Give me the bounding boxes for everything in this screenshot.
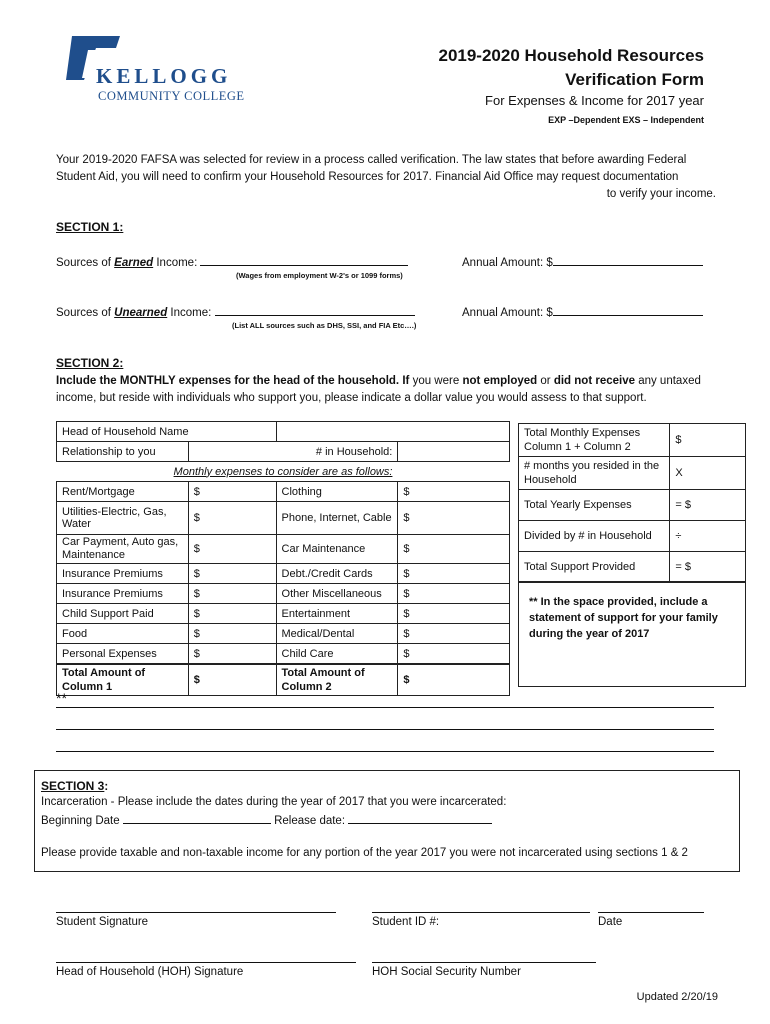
summary-field[interactable]: $ (670, 424, 746, 457)
earned-income-label: Sources of Earned Income: (56, 255, 408, 269)
statement-note: ** In the space provided, include a statement of support for your family during the year of 2017 (529, 596, 718, 640)
summary-row (519, 521, 746, 552)
expense-label: Child Support Paid (57, 604, 189, 624)
expense-amount-field[interactable]: $ (188, 535, 276, 564)
table-row (57, 624, 510, 644)
head-of-household-field[interactable] (276, 422, 509, 442)
form-codes: EXP –Dependent EXS – Independent (548, 115, 704, 125)
hoh-ssn-label: HOH Social Security Number (372, 966, 521, 978)
summary-field[interactable]: X (670, 457, 746, 490)
intro-paragraph: Your 2019-2020 FAFSA was selected for review in a process called verification. The law states that before awarding Federal Student Aid, you will need to confirm your Household Resources for 2017. Financial Aid Office may request documentation to verify your income. (56, 154, 716, 200)
expense-amount-field[interactable]: $ (188, 584, 276, 604)
date-label: Date (598, 916, 623, 928)
expense-amount-field[interactable]: $ (398, 624, 510, 644)
section2-instructions: Include the MONTHLY expenses for the head of the household. If you were not employed or did not receive any untaxed income, but reside with individuals who support you, please indicate a dollar value you would assess to that support. (56, 375, 701, 404)
statement-note-box (518, 581, 746, 687)
summary-field[interactable]: = $ (670, 490, 746, 521)
section1-heading: SECTION 1: (56, 220, 124, 234)
statement-line-3[interactable] (56, 750, 714, 752)
expense-amount-field[interactable]: $ (188, 482, 276, 502)
expense-label: Debt./Credit Cards (276, 564, 398, 584)
form-subtitle: For Expenses & Income for 2017 year (485, 93, 704, 108)
earned-income-field[interactable] (200, 255, 408, 266)
expense-amount-field[interactable]: $ (188, 564, 276, 584)
expense-amount-field[interactable]: $ (188, 644, 276, 665)
earned-income-note: (Wages from employment W-2's or 1099 forms) (236, 271, 403, 280)
form-title: 2019-2020 Household Resources Verification Form (438, 46, 704, 89)
section3-box: SECTION 3: Incarceration - Please include the dates during the year of 2017 that you were incarcerated: Beginning Date Release date: Please provide taxable and non-taxable income for any portion of the year 2017 you were not incarcerated using sections 1 & 2 (34, 770, 740, 872)
table-row (57, 535, 510, 564)
summary-table (518, 423, 746, 583)
expense-label: Utilities-Electric, Gas, Water (57, 502, 189, 535)
hoh-ssn-line[interactable] (372, 962, 596, 963)
expense-amount-field[interactable]: $ (188, 604, 276, 624)
taxable-income-note: Please provide taxable and non-taxable income for any portion of the year 2017 you were not incarcerated using sections 1 & 2 (41, 847, 688, 859)
expense-label: Medical/Dental (276, 624, 398, 644)
summary-row (519, 552, 746, 583)
date-line[interactable] (598, 912, 704, 913)
table-row (57, 482, 510, 502)
section2-heading: SECTION 2: (56, 356, 124, 370)
student-id-line[interactable] (372, 912, 590, 913)
summary-field[interactable]: ÷ (670, 521, 746, 552)
unearned-income-label: Sources of Unearned Income: (56, 305, 415, 319)
expense-label: Personal Expenses (57, 644, 189, 665)
expense-amount-field[interactable]: $ (398, 604, 510, 624)
totals-row (57, 664, 510, 696)
household-count-label: # in Household: (188, 442, 398, 462)
table-row (57, 604, 510, 624)
expense-label: Entertainment (276, 604, 398, 624)
unearned-income-note: (List ALL sources such as DHS, SSI, and FIA Etc….) (232, 321, 417, 330)
expense-amount-field[interactable]: $ (398, 584, 510, 604)
incarceration-label: Incarceration - Please include the dates during the year of 2017 that you were incarcerated: (41, 796, 507, 808)
head-of-household-label: Head of Household Name (57, 422, 277, 442)
student-signature-label: Student Signature (56, 916, 149, 928)
expense-label: Car Maintenance (276, 535, 398, 564)
table-row (57, 644, 510, 665)
table-row (57, 584, 510, 604)
expense-amount-field[interactable]: $ (188, 624, 276, 644)
unearned-annual-field[interactable] (553, 305, 703, 316)
summary-label: # months you resided in the Household (519, 457, 670, 490)
unearned-income-field[interactable] (215, 305, 415, 316)
statement-line-1[interactable] (56, 706, 714, 708)
total-column2-label: Total Amount of Column 2 (276, 664, 398, 696)
summary-row (519, 457, 746, 490)
beginning-date-field[interactable] (123, 813, 271, 824)
household-count-field[interactable] (398, 442, 510, 462)
student-signature-line[interactable] (56, 912, 336, 913)
total-column2-field[interactable]: $ (398, 664, 510, 696)
student-id-label: Student ID #: (372, 916, 440, 928)
expense-amount-field[interactable]: $ (398, 644, 510, 665)
summary-label: Total Monthly Expenses Column 1 + Column 2 (519, 424, 670, 457)
statement-line-2[interactable] (56, 728, 714, 730)
expense-label: Insurance Premiums (57, 584, 189, 604)
expense-label: Clothing (276, 482, 398, 502)
updated-date: Updated 2/20/19 (636, 991, 718, 1003)
expense-label: Rent/Mortgage (57, 482, 189, 502)
release-date-field[interactable] (348, 813, 492, 824)
logo-subtitle: COMMUNITY COLLEGE (98, 89, 245, 103)
table-row (57, 502, 510, 535)
expenses-table (56, 421, 510, 696)
expense-label: Other Miscellaneous (276, 584, 398, 604)
summary-field[interactable]: = $ (670, 552, 746, 583)
expense-amount-field[interactable]: $ (188, 502, 276, 535)
hoh-signature-label: Head of Household (HOH) Signature (56, 966, 244, 978)
summary-row (519, 490, 746, 521)
expenses-caption: Monthly expenses to consider are as follows: (57, 462, 510, 482)
expense-amount-field[interactable]: $ (398, 535, 510, 564)
summary-row (519, 424, 746, 457)
hoh-signature-line[interactable] (56, 962, 356, 963)
expense-label: Phone, Internet, Cable (276, 502, 398, 535)
earned-annual-amount: Annual Amount: $ (462, 255, 703, 269)
statement-stars: ** (56, 690, 67, 706)
earned-annual-field[interactable] (553, 255, 703, 266)
relationship-label: Relationship to you (57, 442, 189, 462)
expense-amount-field[interactable]: $ (398, 502, 510, 535)
expense-label: Car Payment, Auto gas, Maintenance (57, 535, 189, 564)
summary-label: Total Support Provided (519, 552, 670, 583)
unearned-annual-amount: Annual Amount: $ (462, 305, 703, 319)
incarceration-dates: Beginning Date Release date: (41, 813, 492, 827)
summary-label: Divided by # in Household (519, 521, 670, 552)
expense-label: Food (57, 624, 189, 644)
expense-label: Insurance Premiums (57, 564, 189, 584)
expense-label: Child Care (276, 644, 398, 665)
expense-amount-field[interactable]: $ (398, 564, 510, 584)
summary-label: Total Yearly Expenses (519, 490, 670, 521)
table-row (57, 564, 510, 584)
expense-amount-field[interactable]: $ (398, 482, 510, 502)
section3-heading: SECTION 3 (41, 779, 105, 793)
total-column1-field[interactable]: $ (188, 664, 276, 696)
total-column1-label: Total Amount of Column 1 (57, 664, 189, 696)
logo-name: KELLOGG (96, 64, 232, 88)
